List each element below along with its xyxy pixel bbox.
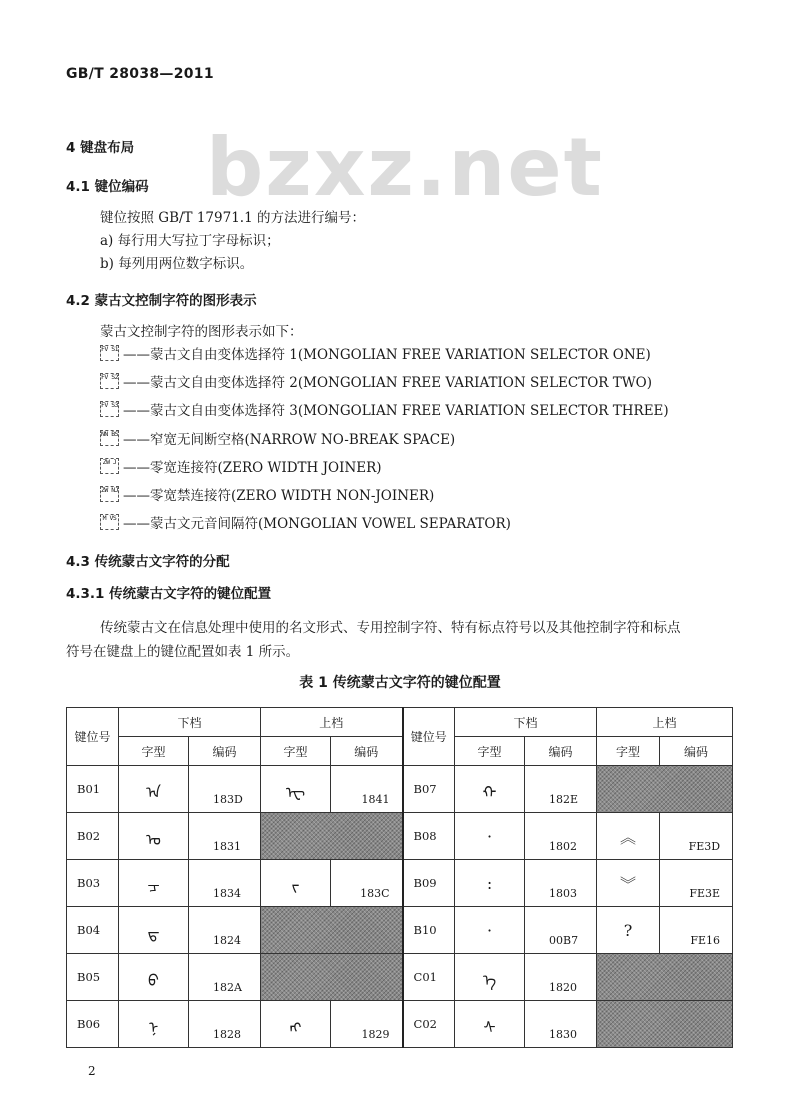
upper-glyph-cell xyxy=(261,766,331,813)
list-item-b: b) 每列用两位数字标识。 xyxy=(100,256,254,272)
upper-code-cell-text: 1841 xyxy=(361,793,390,806)
control-symbol-text: ——零宽连接符(ZERO WIDTH JOINER) xyxy=(123,460,382,476)
key-number-cell: B07 xyxy=(403,766,455,813)
glyph-header: 字型 xyxy=(119,737,189,766)
upper-code-cell xyxy=(660,907,733,954)
lower-header: 下档 xyxy=(455,708,597,737)
section-4-2-intro: 蒙古文控制字符的图形表示如下： xyxy=(100,324,303,340)
standard-code: GB/T 28038—2011 xyxy=(66,66,214,82)
lower-code-cell-text: 1834 xyxy=(213,887,241,900)
control-symbol-text: ——蒙古文自由变体选择符 3(MONGOLIAN FREE VARIATION SELECTOR THREE) xyxy=(123,403,669,419)
upper-code-cell xyxy=(331,860,403,907)
upper-code-cell xyxy=(660,813,733,860)
key-number-cell: B09 xyxy=(403,860,455,907)
section-4-1-title: 4.1 键位编码 xyxy=(66,179,149,195)
key-number-cell: B08 xyxy=(403,813,455,860)
key-number-cell: C02 xyxy=(403,1001,455,1048)
lower-code-cell xyxy=(189,907,261,954)
lower-glyph-cell xyxy=(455,954,525,1001)
control-symbol-text: ——窄宽无间断空格(NARROW NO-BREAK SPACE) xyxy=(123,432,456,448)
key-number-cell: B05 xyxy=(67,954,119,1001)
watermark: bzxz.net xyxy=(206,121,604,214)
fvs1-icon: FV S1 xyxy=(100,345,119,361)
nnbsp-icon: NN BS xyxy=(100,430,119,446)
lower-glyph-cell-text: ᠨ xyxy=(148,1018,159,1037)
lower-code-cell-text: 182E xyxy=(549,793,579,806)
table-row xyxy=(67,907,733,954)
lower-glyph-cell-text: ᠰ xyxy=(483,1018,496,1037)
key-number-cell: B03 xyxy=(67,860,119,907)
upper-code-cell-text: 1829 xyxy=(361,1028,390,1041)
section-4-2-title: 4.2 蒙古文控制字符的图形表示 xyxy=(66,293,257,309)
lower-glyph-cell xyxy=(455,1001,525,1048)
lower-glyph-cell xyxy=(455,813,525,860)
upper-code-cell-text: FE16 xyxy=(690,934,721,947)
control-symbol-text: ——蒙古文自由变体选择符 1(MONGOLIAN FREE VARIATION SELECTOR ONE) xyxy=(123,347,651,363)
key-number-cell: B01 xyxy=(67,766,119,813)
fvs3-icon: FV S3 xyxy=(100,401,119,417)
lower-code-cell-text: 1828 xyxy=(213,1028,241,1041)
upper-glyph-cell-text: ? xyxy=(623,920,633,940)
code-header: 编码 xyxy=(189,737,261,766)
control-symbol-text: ——蒙古文元音间隔符(MONGOLIAN VOWEL SEPARATOR) xyxy=(123,516,511,532)
control-symbol-row xyxy=(100,399,669,419)
lower-glyph-cell xyxy=(455,860,525,907)
lower-code-cell xyxy=(525,954,597,1001)
lower-code-cell-text: 1824 xyxy=(213,934,241,947)
control-symbol-text: ——零宽禁连接符(ZERO WIDTH NON-JOINER) xyxy=(123,488,435,504)
lower-code-cell xyxy=(525,813,597,860)
upper-glyph-cell-text: ︽ xyxy=(620,827,637,847)
upper-glyph-cell-text: ︾ xyxy=(620,874,637,894)
control-symbol-row xyxy=(100,343,651,363)
upper-code-cell-text: 183C xyxy=(360,887,390,900)
lower-glyph-cell-text: · xyxy=(486,826,493,846)
upper-code-cell-text: FE3E xyxy=(689,887,721,900)
lower-glyph-cell-text: ᠳ xyxy=(147,924,160,943)
list-item-a: a) 每行用大写拉丁字母标识； xyxy=(100,233,280,249)
lower-glyph-cell xyxy=(119,1001,189,1048)
code-header: 编码 xyxy=(525,737,597,766)
code-header: 编码 xyxy=(660,737,733,766)
lower-code-cell xyxy=(525,1001,597,1048)
upper-glyph-cell xyxy=(597,860,660,907)
lower-code-cell-text: 1820 xyxy=(549,981,578,994)
shaded-empty-cell xyxy=(597,1001,733,1048)
lower-glyph-cell xyxy=(119,813,189,860)
mvs-icon: M VS xyxy=(100,514,119,530)
shaded-empty-cell xyxy=(597,766,733,813)
key-number-cell: B06 xyxy=(67,1001,119,1048)
upper-glyph-cell-text: ᠧ xyxy=(285,783,306,802)
table-row xyxy=(67,1001,733,1048)
section-4-3-title: 4.3 传统蒙古文字符的分配 xyxy=(66,554,230,570)
lower-code-cell-text: 182A xyxy=(213,981,242,994)
paragraph-line-2: 符号在键盘上的键位配置如表 1 所示。 xyxy=(66,644,300,660)
upper-glyph-cell-text: ᠵ xyxy=(291,877,300,896)
table-row xyxy=(67,766,733,813)
lower-glyph-cell-text: ᠤ xyxy=(146,830,161,849)
lower-glyph-cell-text: ᠡ xyxy=(482,971,497,990)
code-header: 编码 xyxy=(331,737,403,766)
lower-header: 下档 xyxy=(119,708,261,737)
control-symbol-row xyxy=(100,456,382,476)
key-no-header: 键位号 xyxy=(403,708,455,766)
control-symbol-row xyxy=(100,371,652,391)
lower-glyph-cell xyxy=(455,766,525,813)
lower-code-cell xyxy=(525,860,597,907)
lower-code-cell xyxy=(525,766,597,813)
lower-code-cell xyxy=(189,1001,261,1048)
upper-code-cell xyxy=(331,1001,403,1048)
section-4-title: 4 键盘布局 xyxy=(66,140,135,156)
control-symbol-row xyxy=(100,484,434,504)
shaded-empty-cell xyxy=(261,954,403,1001)
control-symbol-text: ——蒙古文自由变体选择符 2(MONGOLIAN FREE VARIATION SELECTOR TWO) xyxy=(123,375,652,391)
upper-glyph-cell xyxy=(261,1001,331,1048)
lower-code-cell-text: 183D xyxy=(213,793,243,806)
upper-header: 上档 xyxy=(261,708,403,737)
lower-code-cell-text: 1803 xyxy=(549,887,578,900)
table-row xyxy=(67,860,733,907)
upper-code-cell-text: FE3D xyxy=(688,840,721,853)
lower-glyph-cell-text: ᠴ xyxy=(147,877,160,896)
control-symbol-row xyxy=(100,512,511,532)
upper-glyph-cell xyxy=(597,907,660,954)
lower-code-cell-text: 1802 xyxy=(549,840,578,853)
glyph-header: 字型 xyxy=(261,737,331,766)
key-layout-table xyxy=(66,707,733,1048)
upper-header: 上档 xyxy=(597,708,733,737)
lower-glyph-cell-text: ᠠ xyxy=(146,783,161,802)
key-no-header: 键位号 xyxy=(67,708,119,766)
lower-code-cell xyxy=(189,813,261,860)
lower-code-cell-text: 00B7 xyxy=(549,934,579,947)
lower-code-cell-text: 1831 xyxy=(213,840,241,853)
lower-glyph-cell-text: ᠪ xyxy=(148,971,159,990)
lower-code-cell xyxy=(189,954,261,1001)
table-subheader-row xyxy=(67,737,733,766)
glyph-header: 字型 xyxy=(597,737,660,766)
zwnj-icon: ZW NJ xyxy=(100,486,119,502)
fvs2-icon: FV S2 xyxy=(100,373,119,389)
key-number-cell: B10 xyxy=(403,907,455,954)
table-header-row xyxy=(67,708,733,737)
table-title: 表 1 传统蒙古文字符的键位配置 xyxy=(299,675,501,691)
upper-glyph-cell xyxy=(261,860,331,907)
shaded-empty-cell xyxy=(597,954,733,1001)
lower-glyph-cell xyxy=(455,907,525,954)
glyph-header: 字型 xyxy=(455,737,525,766)
lower-glyph-cell-text: ᠬ xyxy=(482,783,497,802)
section-4-1-intro: 键位按照 GB/T 17971.1 的方法进行编号： xyxy=(100,210,365,226)
upper-code-cell xyxy=(660,860,733,907)
section-4-3-1-title: 4.3.1 传统蒙古文字符的键位配置 xyxy=(66,586,272,602)
table-row xyxy=(67,813,733,860)
lower-code-cell xyxy=(189,766,261,813)
lower-glyph-cell-text: : xyxy=(486,873,493,893)
table-body xyxy=(67,766,733,1048)
page-number: 2 xyxy=(88,1064,96,1078)
key-number-cell: C01 xyxy=(403,954,455,1001)
lower-glyph-cell xyxy=(119,907,189,954)
lower-glyph-cell xyxy=(119,860,189,907)
key-number-cell: B02 xyxy=(67,813,119,860)
lower-glyph-cell xyxy=(119,954,189,1001)
lower-code-cell xyxy=(189,860,261,907)
control-symbol-row xyxy=(100,428,455,448)
lower-glyph-cell xyxy=(119,766,189,813)
zwj-icon: ZW J xyxy=(100,458,119,474)
key-number-cell: B04 xyxy=(67,907,119,954)
shaded-empty-cell xyxy=(261,813,403,860)
upper-code-cell xyxy=(331,766,403,813)
shaded-empty-cell xyxy=(261,907,403,954)
upper-glyph-cell-text: ᠩ xyxy=(289,1018,302,1037)
paragraph-line-1: 传统蒙古文在信息处理中使用的名文形式、专用控制字符、特有标点符号以及其他控制字符和标点 xyxy=(100,620,681,636)
upper-glyph-cell xyxy=(597,813,660,860)
table-row xyxy=(67,954,733,1001)
lower-code-cell xyxy=(525,907,597,954)
lower-glyph-cell-text: · xyxy=(486,920,493,940)
lower-code-cell-text: 1830 xyxy=(549,1028,578,1041)
